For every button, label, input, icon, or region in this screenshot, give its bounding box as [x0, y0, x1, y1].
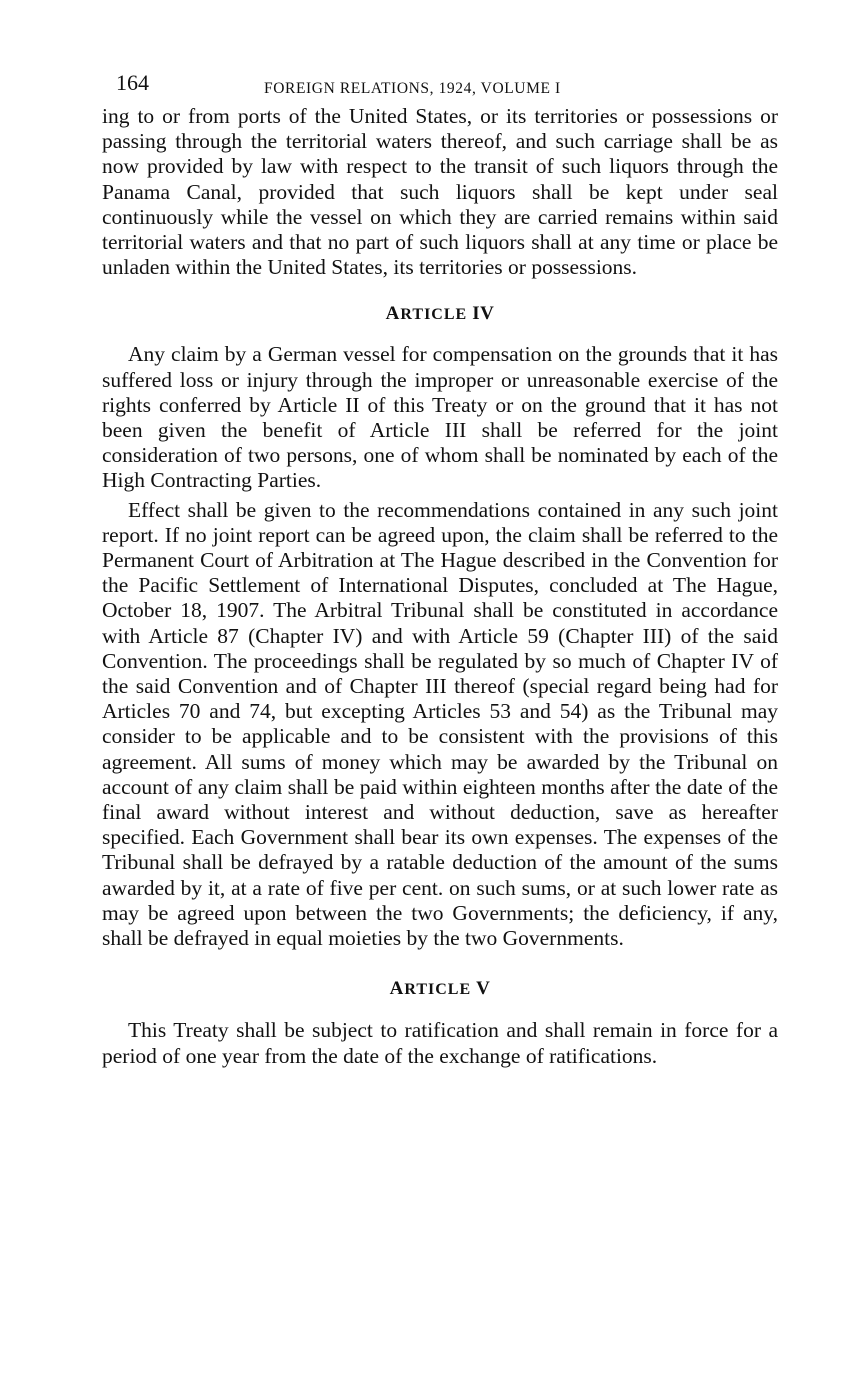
article-iv-paragraph-1: Any claim by a German vessel for compensation on the grounds that it has suffered loss or injury through the improper or unreasonable exercise of the rights conferred by Article II of this Treaty or on the ground that it has not been given the benefit of Article III shall be referred for the joint consideration of two persons, one of whom shall be nominated by each of the High Contracting Parties. [102, 342, 778, 493]
page-number: 164 [116, 70, 149, 95]
article-iv-heading [102, 303, 778, 325]
running-header [102, 70, 778, 104]
document-page [102, 70, 778, 1069]
article-v-heading-word: RTICLE [404, 981, 472, 999]
article-iv-heading-numeral: IV [472, 303, 495, 325]
running-header-title: FOREIGN RELATIONS, 1924, VOLUME I [264, 80, 561, 97]
article-v-paragraph-1: This Treaty shall be subject to ratification and shall remain in force for a period of one year from the date of the exchange of ratifications. [102, 1018, 778, 1068]
article-v-heading-initial: A [389, 978, 405, 1000]
article-iv-heading-initial: A [385, 303, 401, 325]
article-v-heading [102, 978, 778, 1000]
continuation-paragraph: ing to or from ports of the United States, or its territories or possessions or passing through the territorial waters thereof, and such carriage shall be as now provided by law with respect to the transit of such liquors through the Panama Canal, provided that such liquors shall be kept under seal continuously while the vessel on which they are carried remains within said territorial waters and that no part of such liquors shall at any time or place be unladen within the United States, its territories or possessions. [102, 104, 778, 280]
article-v-heading-numeral: V [476, 978, 491, 1000]
article-iv-paragraph-2: Effect shall be given to the recommendations contained in any such joint report. If no joint report can be agreed upon, the claim shall be referred to the Permanent Court of Arbitration at The Hague described in the Convention for the Pacific Settlement of International Disputes, concluded at The Hague, October 18, 1907. The Arbitral Tribunal shall be constituted in accordance with Article 87 (Chapter IV) and with Article 59 (Chapter III) of the said Convention. The proceedings shall be regulated by so much of Chapter IV of the said Convention and of Chapter III thereof (special regard being had for Articles 70 and 74, but excepting Articles 53 and 54) as the Tribunal may consider to be applicable and to be consistent with the provisions of this agreement. All sums of money which may be awarded by the Tribunal on account of any claim shall be paid within eighteen months after the date of the final award without interest and without deduction, save as hereafter specified. Each Government shall bear its own expenses. The expenses of the Tribunal shall be defrayed by a ratable deduction of the amount of the sums awarded by it, at a rate of five per cent. on such sums, or at such lower rate as may be agreed upon between the two Governments; the deficiency, if any, shall be defrayed in equal moieties by the two Governments. [102, 497, 778, 951]
article-iv-heading-word: RTICLE [400, 306, 468, 324]
